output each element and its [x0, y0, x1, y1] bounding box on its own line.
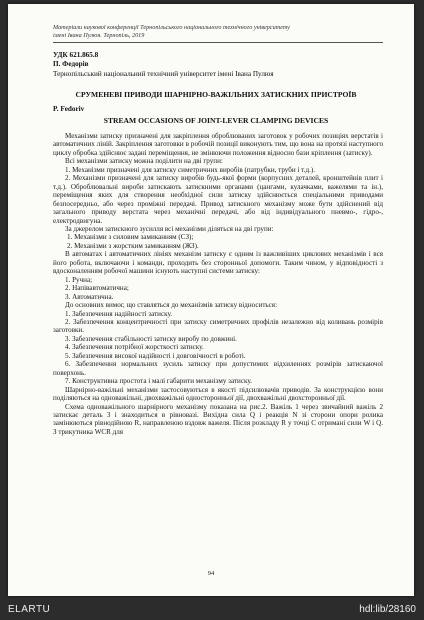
list-item: 7. Конструктивна простота і малі габарити механізму затиску.	[65, 377, 252, 386]
paragraph: Механізми затиску призначені для закріплення оброблюваних заготовок у робочих позиціях верстатів і автоматичних ліній. Закріплення заготовки в робочій позиції виконують тим, що вона на протязі наступного циклу обробка здійснює задані переміщення, не змінюючи положення відносно бази кріплення (затиску).	[53, 132, 383, 157]
list-item: 2. Механізми з жорстким замиканням (ЖЗ).	[67, 241, 199, 250]
paragraph: За джерелом затискного зусилля всі механізми діляться на дві групи:	[65, 224, 274, 233]
paragraph: До основних вимог, що ставляться до механізмів затиску відноситься:	[65, 301, 278, 310]
paragraph: Схема одноважільного шарнірного механізму показана на рис.2. Важіль 1 через звичайний важіль 2 затискає деталь 3 і знаходиться в рівновазі. Вихідна сила Q і реакція N зі сторони опори ролика замінюються рівнодійною R, направленою вздовж важеля. Після розкладу R у точці С отримані сили W і Q. З трикутника WCR для	[53, 402, 383, 436]
author-ua: П. Федорів	[53, 60, 89, 68]
list-item: 1. Механізми призначені для затиску симетричних виробів (патрубки, труби і т.д.).	[65, 165, 316, 174]
page-number: 94	[207, 570, 215, 577]
affiliation: Тернопільський національний технічний університет імені Івана Пулюя	[53, 70, 274, 78]
list-item: 1. Забезпечення надійності затиску.	[65, 309, 173, 318]
udk-code: УДК 621.865.8	[53, 51, 99, 59]
conference-line-2: імені Івана Пулюя. Тернопіль, 2019	[53, 31, 145, 39]
header-divider	[53, 42, 383, 43]
list-item: 1. Механізми з силовим замиканням (СЗ);	[67, 233, 194, 242]
title-ua: СРУМЕНЕВІ ПРИВОДИ ШАРНІРНО-ВАЖІЛЬНИХ ЗАТИСКНИХ ПРИСТРОЇВ	[75, 90, 357, 99]
list-item: 2. Забезпечення концентричності при затиску симетричних профілів незалежно від коливань розмірів заготовки.	[53, 317, 383, 335]
document-page	[8, 4, 414, 596]
list-item: 1. Ручна;	[65, 275, 93, 284]
list-item: 2. Напівавтоматична;	[65, 284, 129, 293]
paragraph: В автоматах і автоматичних лініях механізм затиску є одним із важливіших циклових механізмів і вся його робота, включаючи і команди, проходить без сторонньої допомоги. Таким чином, у відповідності з вдосконаленням робочої машини існують наступні системи затиску:	[53, 250, 383, 276]
list-item: 2. Механізми призначені для затиску виробів будь-якої форми (корпусних деталей, кронштейнів плит і т.д.). Оброблювальні вироби затискають затискними органами (цангами, кулачками, важелями та ін.), переміщення яких для створення необхідної сили затиску здійснюється спеціальними приводами безпосередньо, або через проміжні передачі. Привод затискного механізму може бути здійснений від загального приводу верстата через механічні передачі, або від індивідуального пневмо-, гідро-, електродвигуна.	[53, 174, 383, 225]
list-item: 3. Забезпечення стабільності затиску виробу по довжині.	[65, 334, 237, 343]
list-item: 4. Забезпечення потрібної жорсткості затиску.	[65, 343, 204, 352]
paragraph: Шарнірно-важільні механізми застосовуються в якості підсилювачів приводів. За конструкцією вони поділяються на одноважільні, двохважільні односторонньої дії, двохважільні двохсторонньої дії.	[53, 385, 383, 403]
handle-label: hdl:lib/28160	[359, 604, 416, 615]
repository-label: ELARTU	[8, 604, 51, 615]
conference-header	[53, 24, 353, 39]
list-item: 6. Забезпечення нормальних зусиль затиску при допустимих відхиленнях розмірів затискаючої поверхонь.	[53, 360, 383, 377]
title-en: STREAM OCCASIONS OF JOINT-LEVER CLAMPING DEVICES	[103, 116, 329, 125]
list-item: 3. Автоматична.	[65, 292, 114, 301]
paragraph: Всі механізми затиску можна поділити на дві групи:	[65, 157, 223, 166]
list-item: 5. Забезпечення високої надійності і довговічності в роботі.	[65, 351, 246, 360]
conference-line-1: Матеріали наукової конференції Тернопільського національного технічного університету	[53, 24, 290, 31]
author-en: P. Fedoriv	[53, 105, 85, 113]
article-body	[53, 132, 383, 436]
